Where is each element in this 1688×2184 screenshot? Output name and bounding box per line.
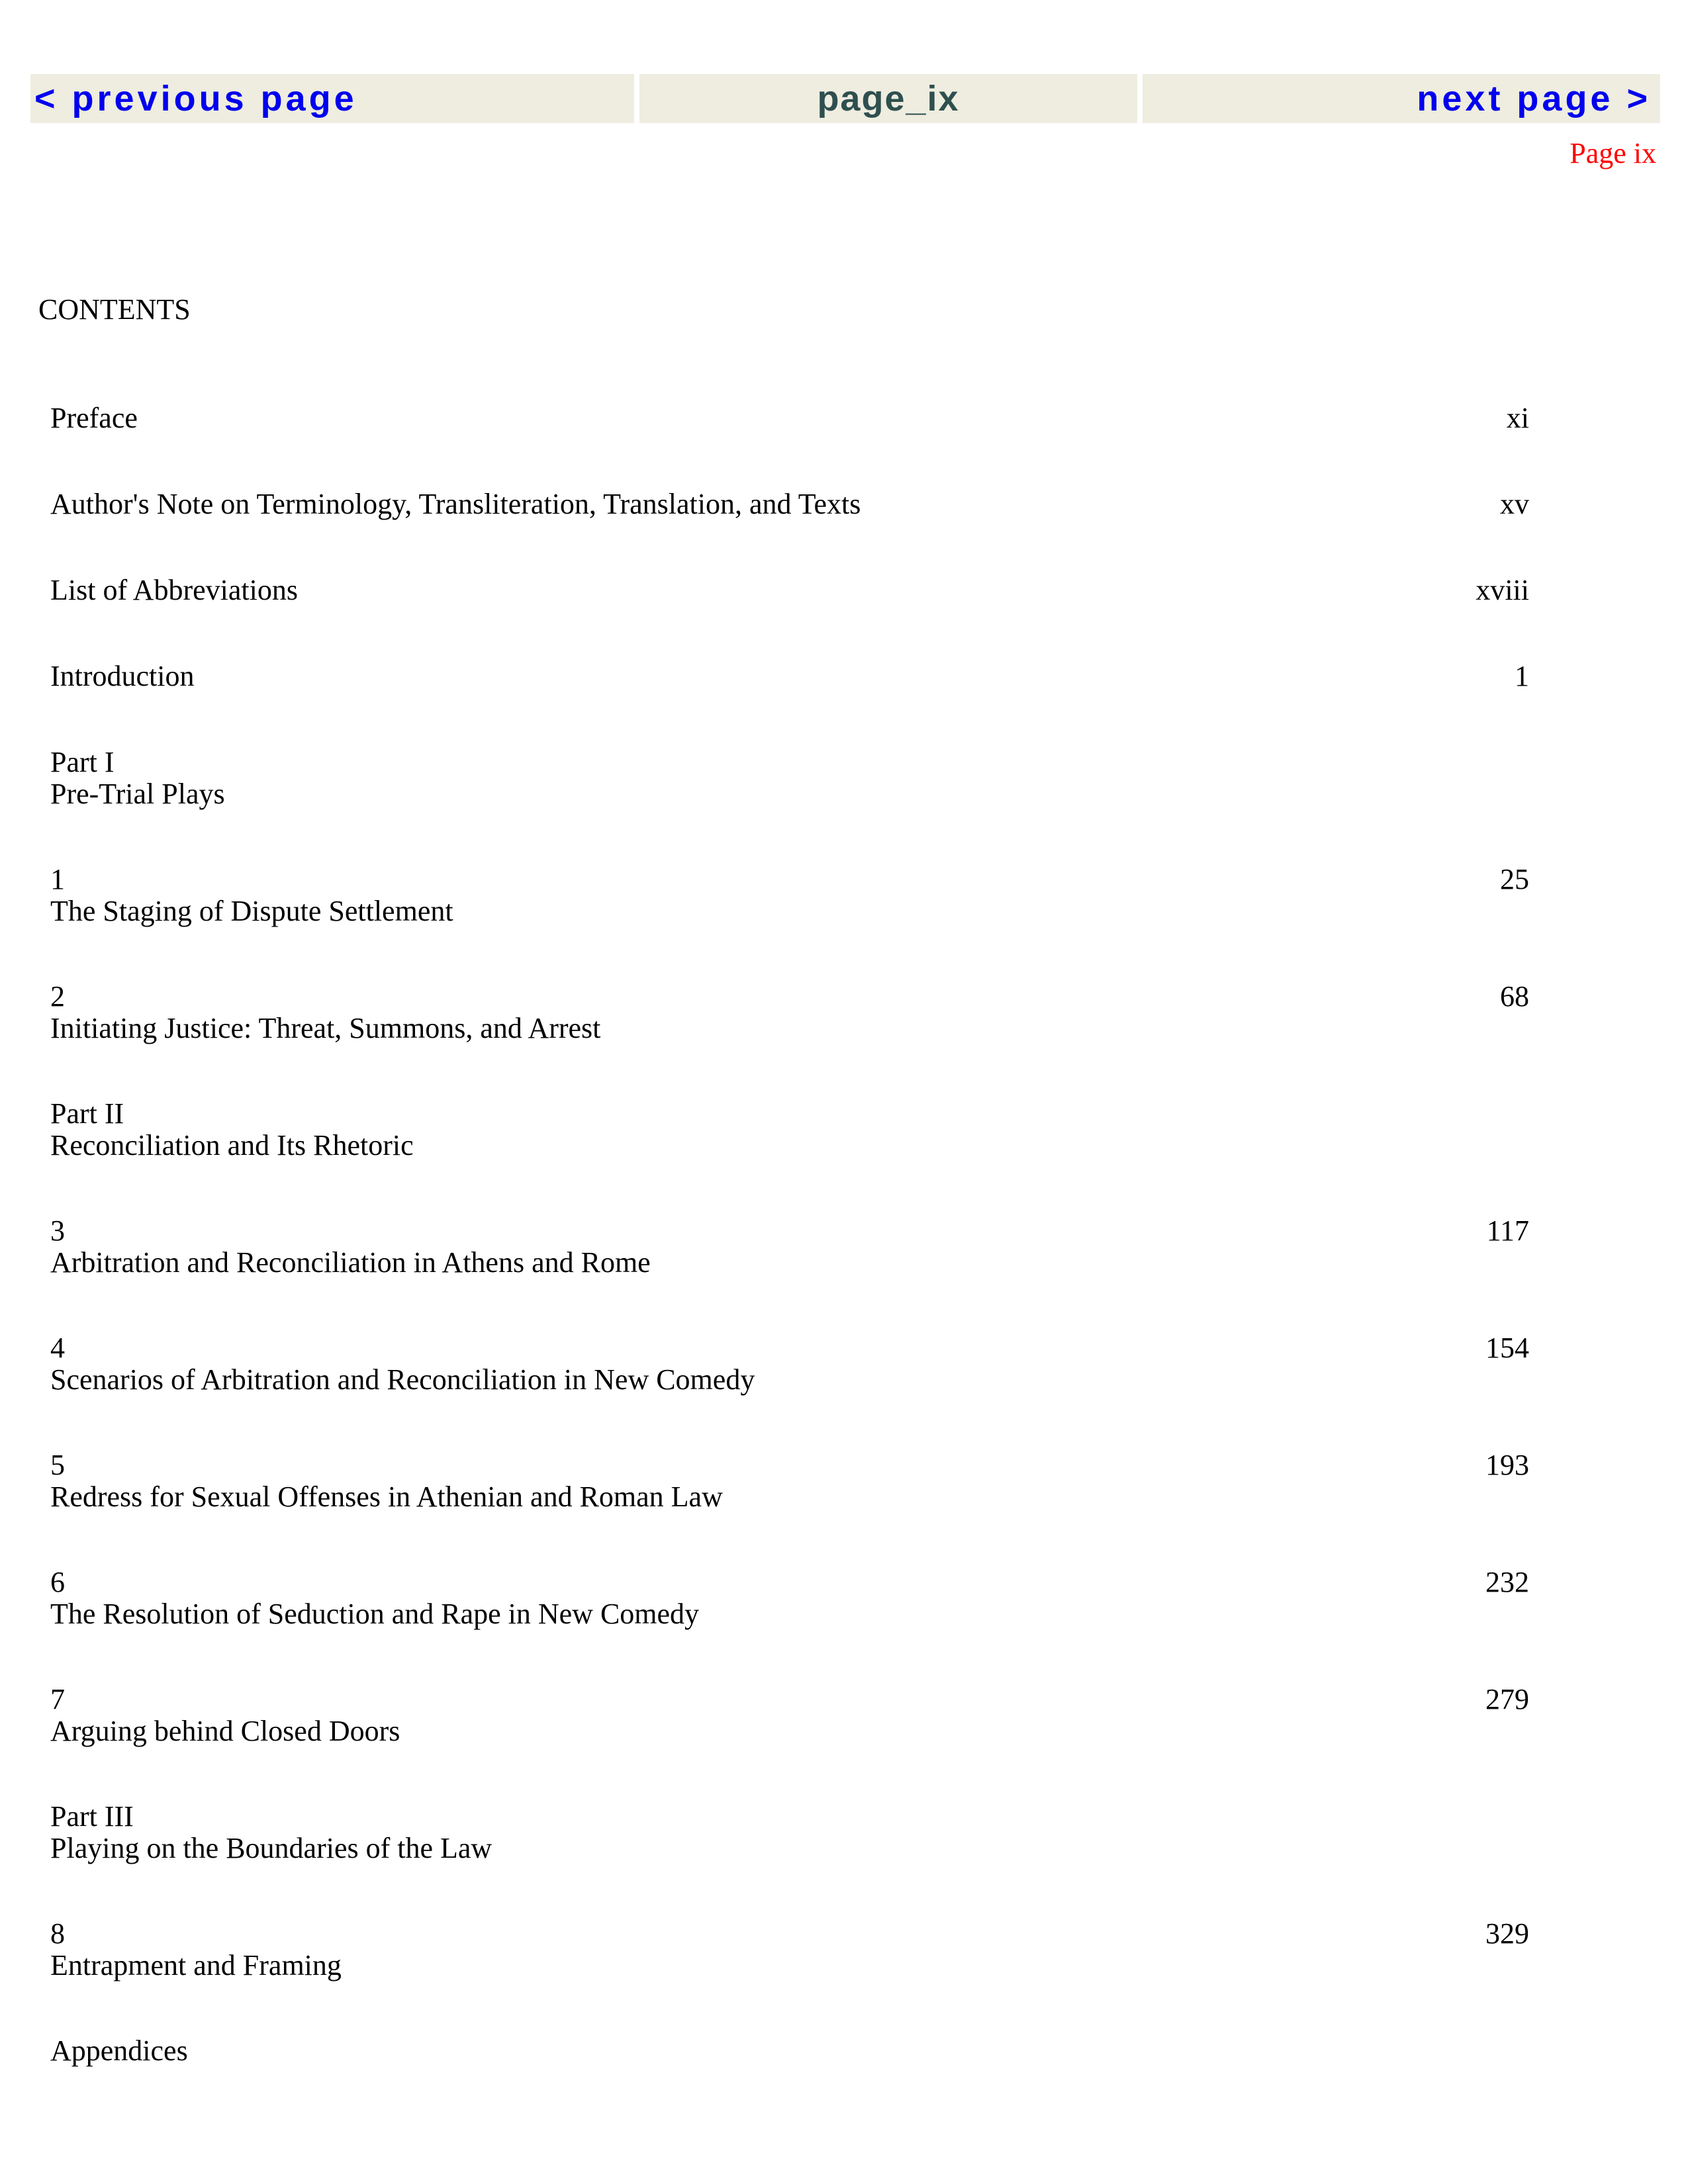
toc-chapter-title: Arguing behind Closed Doors: [50, 1715, 400, 1747]
current-page-label: page_ix: [639, 74, 1137, 123]
toc-chapter-number: 1: [50, 863, 65, 895]
toc-part-number: Part I: [50, 746, 115, 778]
toc-part-title: Playing on the Boundaries of the Law: [50, 1832, 492, 1864]
toc-chapter-title: The Resolution of Seduction and Rape in New Comedy: [50, 1598, 700, 1630]
toc-part-3: [50, 1801, 1529, 1864]
toc-part-number: Part III: [50, 1800, 134, 1833]
toc-chapter-number: 7: [50, 1683, 65, 1715]
toc-chapter-title: The Staging of Dispute Settlement: [50, 895, 453, 927]
toc-entry-page: 1: [1515, 660, 1529, 692]
toc-chapter-number: 6: [50, 1566, 65, 1598]
toc-part-title: Reconciliation and Its Rhetoric: [50, 1129, 414, 1161]
toc-chapter-6: [50, 1567, 1529, 1630]
toc-entry-page: xv: [1500, 488, 1529, 520]
toc-entry-abbreviations: [50, 574, 1529, 606]
toc-chapter-title: Scenarios of Arbitration and Reconciliation in New Comedy: [50, 1363, 755, 1396]
page-navigation-bar: [30, 74, 1660, 123]
toc-chapter-title: Initiating Justice: Threat, Summons, and Arrest: [50, 1012, 601, 1044]
toc-chapter-3: [50, 1215, 1529, 1279]
previous-page-link[interactable]: < previous page: [30, 74, 634, 123]
page-marker: Page ix: [1570, 137, 1656, 169]
toc-chapter-number: 5: [50, 1449, 65, 1481]
toc-chapter-page: 154: [1485, 1332, 1529, 1364]
toc-entry-page: xviii: [1476, 574, 1529, 606]
toc-chapter-7: [50, 1684, 1529, 1747]
toc-entry-title: List of Abbreviations: [50, 574, 298, 606]
toc-part-number: Part II: [50, 1097, 124, 1130]
toc-part-2: [50, 1098, 1529, 1161]
toc-chapter-page: 279: [1485, 1683, 1529, 1715]
next-page-link[interactable]: next page >: [1143, 74, 1660, 123]
toc-chapter-number: 8: [50, 1917, 65, 1950]
toc-entry-appendices: [50, 2035, 1529, 2067]
toc-chapter-page: 25: [1500, 863, 1529, 895]
toc-chapter-number: 3: [50, 1214, 65, 1247]
toc-chapter-page: 232: [1485, 1566, 1529, 1598]
toc-entry-title: Introduction: [50, 660, 195, 692]
toc-entry-title: Appendices: [50, 2034, 188, 2067]
toc-entry-title: Author's Note on Terminology, Transliteration, Translation, and Texts: [50, 488, 861, 520]
toc-entry-authors-note: [50, 488, 1529, 520]
contents-heading: CONTENTS: [38, 293, 191, 326]
toc-entry-preface: [50, 402, 1529, 434]
toc-entry-page: xi: [1506, 402, 1529, 434]
toc-chapter-8: [50, 1918, 1529, 1981]
toc-chapter-4: [50, 1332, 1529, 1396]
toc-chapter-1: [50, 864, 1529, 927]
toc-entry-introduction: [50, 660, 1529, 692]
toc-chapter-page: 329: [1485, 1917, 1529, 1950]
toc-chapter-page: 117: [1486, 1214, 1529, 1247]
toc-chapter-number: 2: [50, 980, 65, 1013]
toc-chapter-page: 193: [1485, 1449, 1529, 1481]
toc-chapter-title: Redress for Sexual Offenses in Athenian and Roman Law: [50, 1480, 723, 1513]
toc-chapter-number: 4: [50, 1332, 65, 1364]
toc-part-1: [50, 747, 1529, 810]
toc-chapter-title: Arbitration and Reconciliation in Athens and Rome: [50, 1246, 651, 1279]
toc-chapter-title: Entrapment and Framing: [50, 1949, 342, 1981]
toc-part-title: Pre-Trial Plays: [50, 778, 225, 810]
toc-chapter-5: [50, 1449, 1529, 1513]
toc-entry-title: Preface: [50, 402, 138, 434]
toc-chapter-page: 68: [1500, 980, 1529, 1013]
toc-chapter-2: [50, 981, 1529, 1044]
